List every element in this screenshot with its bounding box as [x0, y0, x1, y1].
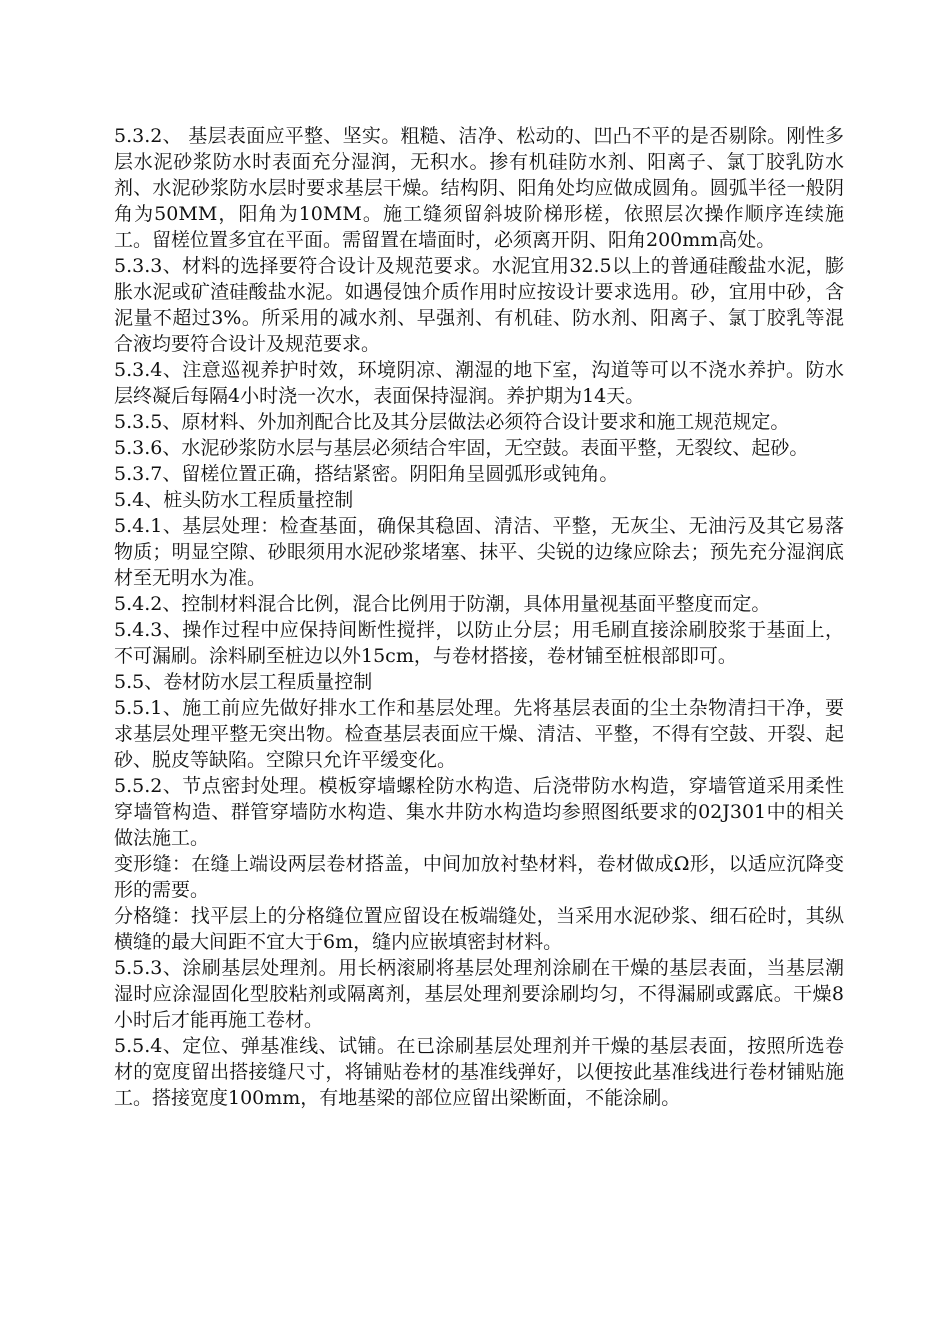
- paragraph-5-5-3: 5.5.3、涂刷基层处理剂。用长柄滚刷将基层处理剂涂刷在干燥的基层表面，当基层潮湿时应涂湿固化型胶粘剂或隔离剂，基层处理剂要涂刷均匀，不得漏刷或露底。干燥8小时后才能再施工卷材。: [114, 957, 844, 1031]
- paragraph-5-4-3: 5.4.3、操作过程中应保持间断性搅拌，以防止分层；用毛刷直接涂刷胶浆于基面上，不可漏刷。涂料刷至桩边以外15cm，与卷材搭接，卷材铺至桩根部即可。: [114, 619, 844, 667]
- paragraph-5-3-5: 5.3.5、原材料、外加剂配合比及其分层做法必须符合设计要求和施工规范规定。: [114, 411, 790, 433]
- paragraph-5-4-2: 5.4.2、控制材料混合比例，混合比例用于防潮，具体用量视基面平整度而定。: [114, 593, 771, 615]
- paragraph-5-5-1: 5.5.1、施工前应先做好排水工作和基层处理。先将基层表面的尘土杂物清扫干净，要求基层处理平整无突出物。检查基层表面应干燥、清洁、平整，不得有空鼓、开裂、起砂、脱皮等缺陷。空隙只允许平缓变化。: [114, 697, 844, 771]
- paragraph-5-3-6: 5.3.6、水泥砂浆防水层与基层必须结合牢固，无空鼓。表面平整，无裂纹、起砂。: [114, 437, 809, 459]
- paragraph-5-5-2: 5.5.2、节点密封处理。模板穿墙螺栓防水构造、后浇带防水构造，穿墙管道采用柔性穿墙管构造、群管穿墙防水构造、集水井防水构造均参照图纸要求的02J301中的相关做法施工。: [114, 775, 844, 849]
- paragraph-5-3-7: 5.3.7、留槎位置正确，搭结紧密。阴阳角呈圆弧形或钝角。: [114, 463, 619, 485]
- document-body: [114, 123, 844, 1111]
- paragraph-5-3-3: 5.3.3、材料的选择要符合设计及规范要求。水泥宜用32.5以上的普通硅酸盐水泥，膨胀水泥或矿渣硅酸盐水泥。如遇侵蚀介质作用时应按设计要求选用。砂，宜用中砂，含泥量不超过3%。所采用的减水剂、早强剂、有机硅、防水剂、阳离子、氯丁胶乳等混合液均要符合设计及规范要求。: [114, 255, 844, 355]
- paragraph-5-3-4: 5.3.4、注意巡视养护时效，环境阴凉、潮湿的地下室，沟道等可以不浇水养护。防水层终凝后每隔4小时浇一次水，表面保持湿润。养护期为14天。: [114, 359, 844, 407]
- paragraph-deformation-joint: 变形缝：在缝上端设两层卷材搭盖，中间加放衬垫材料，卷材做成Ω形，以适应沉降变形的需要。: [114, 853, 844, 901]
- paragraph-5-4-1: 5.4.1、基层处理：检查基面，确保其稳固、清洁、平整，无灰尘、无油污及其它易落物质；明显空隙、砂眼须用水泥砂浆堵塞、抹平、尖锐的边缘应除去；预先充分湿润底材至无明水为准。: [114, 515, 844, 589]
- paragraph-dividing-joint: 分格缝：找平层上的分格缝位置应留设在板端缝处，当采用水泥砂浆、细石砼时，其纵横缝的最大间距不宜大于6m，缝内应嵌填密封材料。: [114, 905, 844, 953]
- section-heading-5-4: 5.4、桩头防水工程质量控制: [114, 489, 354, 511]
- paragraph-5-3-2: 5.3.2、 基层表面应平整、坚实。粗糙、洁净、松动的、凹凸不平的是否剔除。刚性多层水泥砂浆防水时表面充分湿润，无积水。掺有机硅防水剂、阳离子、氯丁胶乳防水剂、水泥砂浆防水层时要求基层干燥。结构阴、阳角处均应做成圆角。圆弧半径一般阴角为50MM，阳角为10MM。施工缝须留斜坡阶梯形槎，依照层次操作顺序连续施工。留槎位置多宜在平面。需留置在墙面时，必须离开阴、阳角200mm高处。: [114, 125, 844, 251]
- section-heading-5-5: 5.5、卷材防水层工程质量控制: [114, 671, 373, 693]
- paragraph-5-5-4: 5.5.4、定位、弹基准线、试铺。在已涂刷基层处理剂并干燥的基层表面，按照所选卷材的宽度留出搭接缝尺寸，将铺贴卷材的基准线弹好，以便按此基准线进行卷材铺贴施工。搭接宽度100mm，有地基梁的部位应留出梁断面，不能涂刷。: [114, 1035, 844, 1109]
